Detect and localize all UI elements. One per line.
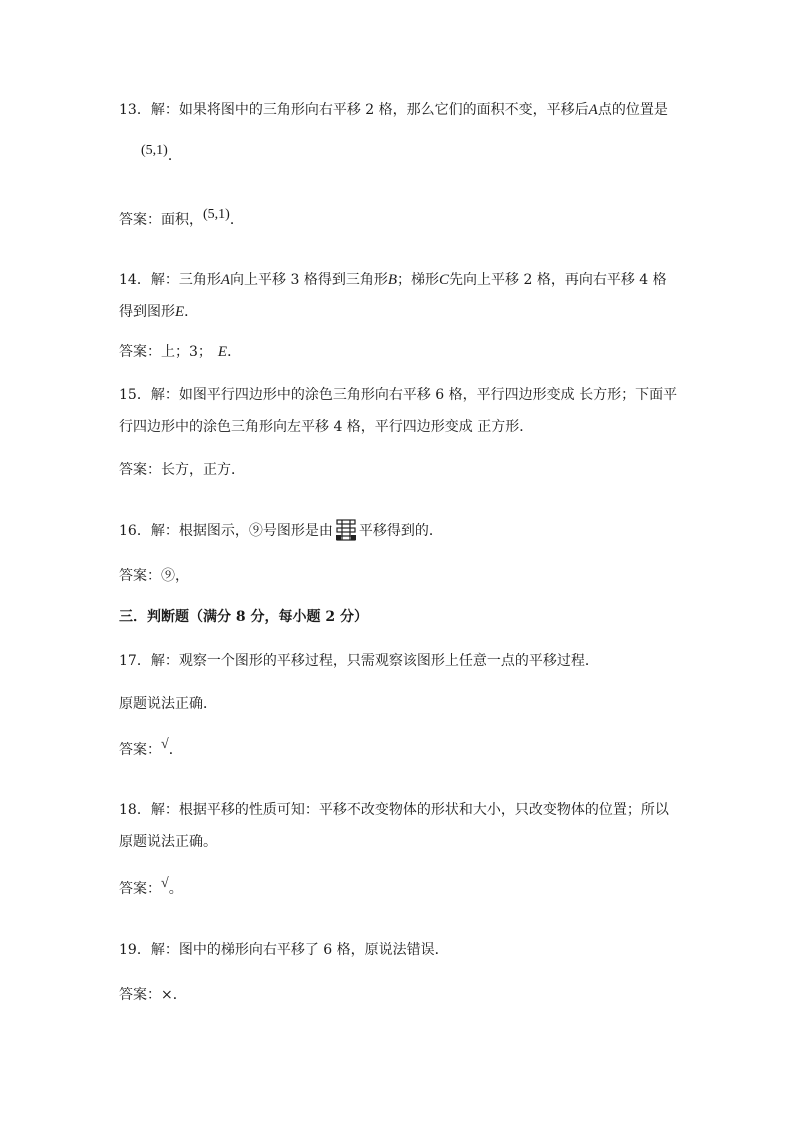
q17-number: 17． xyxy=(119,653,151,669)
q18-solution-line1: 18．解：根据平移的性质可知：平移不改变物体的形状和大小，只改变物体的位置；所以 xyxy=(119,802,669,818)
q13-number: 13． xyxy=(119,102,151,118)
q15-solution-line2: 行四边形中的涂色三角形向左平移 4 格，平行四边形变成 正方形． xyxy=(119,419,534,435)
q15-solution-line1: 15．解：如图平行四边形中的涂色三角形向右平移 6 格，平行四边形变成 长方形；下面平 xyxy=(119,387,678,403)
q14-answer: 答案：上；3； E． xyxy=(119,344,242,360)
q16-number: 16． xyxy=(119,523,151,539)
check-mark: √ xyxy=(161,737,169,752)
q19-number: 19． xyxy=(119,942,151,958)
coordinate: (5,1) xyxy=(141,143,168,158)
q19-answer: 答案：×． xyxy=(119,987,187,1003)
q13-answer: 答案：面积，(5,1)． xyxy=(119,207,244,228)
point-a: A xyxy=(588,102,598,118)
q15-answer: 答案：长方，正方． xyxy=(119,462,245,478)
q14-solution-line1: 14．解：三角形A向上平移 3 格得到三角形B；梯形C先向上平移 2 格，再向右平移 4 格 xyxy=(119,272,667,288)
q15-number: 15． xyxy=(119,387,151,403)
section-heading: 三．判断题（满分 8 分，每小题 2 分） xyxy=(119,609,368,625)
q18-number: 18． xyxy=(119,802,151,818)
q18-answer: 答案：√。 xyxy=(119,876,183,897)
q14-solution-line2: 得到图形E． xyxy=(119,304,199,320)
q17-solution-line1: 17．解：观察一个图形的平移过程，只需观察该图形上任意一点的平移过程． xyxy=(119,653,599,669)
q16-answer: 答案：⑨， xyxy=(119,568,189,584)
q19-solution: 19．解：图中的梯形向右平移了 6 格，原说法错误． xyxy=(119,942,449,958)
q13-solution-line1: 13．解：如果将图中的三角形向右平移 2 格，那么它们的面积不变，平移后A点的位置是 xyxy=(119,102,668,118)
check-mark: √ xyxy=(161,876,169,891)
q17-answer: 答案：√． xyxy=(119,737,183,758)
q13-solution-line2: (5,1)． xyxy=(141,143,182,164)
q17-solution-line2: 原题说法正确． xyxy=(119,696,217,712)
grid-shape-icon xyxy=(335,519,357,541)
q18-solution-line2: 原题说法正确。 xyxy=(119,834,217,850)
q14-number: 14． xyxy=(119,272,151,288)
answer-coordinate: (5,1) xyxy=(203,207,230,222)
q16-solution: 16．解：根据图示，⑨号图形是由 平移得到的． xyxy=(119,519,443,541)
